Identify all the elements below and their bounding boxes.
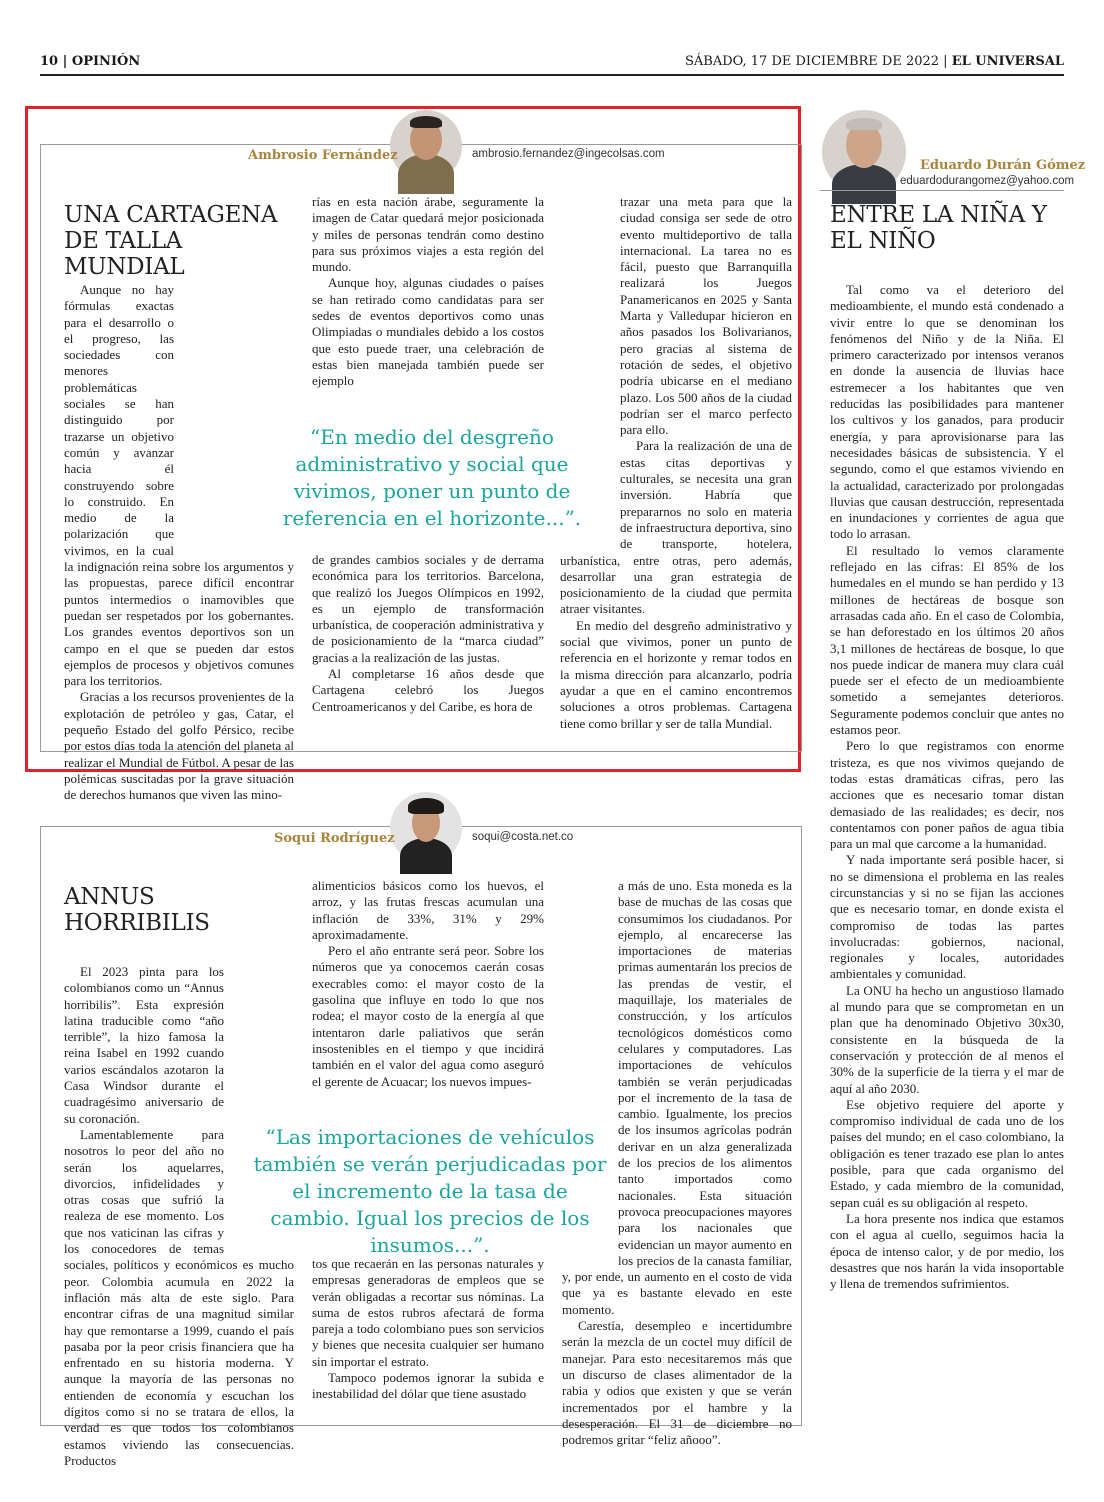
article-column: Tal como va el deterioro del medioambiente, el mundo está condenado a vivir entre lo que se denominan los fenómenos del Niño y de la Niña. El primero caracterizado por intensos veranos en donde la ausencia de lluvias hace estremecer a los habitantes que ven reducidas las posibilidades para mantener los cultivos y los ganados, para producir energía, y para aprovisionarse para las necesidades básicas de subsistencia. Y el segundo, como el que estamos viviendo en la actualidad, caracterizado por prolongadas lluvias que causan destrucción, representada en inundaciones y corrientes de agua que todo lo arrasan. El resultado lo vemos claramente reflejado en las cifras: El 85% de los humedales en el mundo se han perdido y 13 millones de hectáreas de bosque son arrasadas cada año. En el caso de Colombia, se han deforestado en los últimos 20 años 3,1 millones de hectáreas de bosque, lo que nos puede indicar de manera muy clara cuál puede ser el efecto de un medioambiente sometido a semejantes deterioros. Seguramente podemos concluir que antes no estamos peor. Pero lo que registramos con enorme tristeza, es que nos vivimos quejando de todas estas dramáticas cifras, pero las acciones que es necesario tomar distan demasiado de las realidades; es decir, nos contentamos con poner paños de agua tibia para un mal que carcome a la humanidad. Y nada importante será posible hacer, si no se dimensiona el problema en las reales circunstancias y si no se fijan las acciones que es necesario tomar, en donde exista el compromiso de todas las partes involucradas: gobiernos, nacional, regionales y locales, autoridades ambientales y comunidad. La ONU ha hecho un angustioso llamado al mundo para que se comprometan en un plan que ha denominado Objetivo 30x30, consistente en la búsqueda de la conservación y protección de al menos el 30% de la superficie de la tierra y el mar de aquí al año 2030. Ese objetivo requiere del aporte y compromiso individual de cada uno de los países del mundo; en el caso colombiano, la obligación es tener trazado ese plan lo antes posible, para que cada organismo del Estado, y cada miembro de la comunidad, sepan cuál es su obligación al respeto. La hora presente nos indica que estamos con el agua al cuello, seguimos hacia la época de intenso calor, y de por medio, los desastres que nos harán la vida insoportable y llena de tremendos sufrimientos. — [830, 282, 1064, 1292]
article-column-2-bottom: de grandes cambios sociales y de derrama económica para los territorios. Barcelona, que realizó los Juegos Olímpicos en 1992, es un ejemplo de transformación urbanística, de cooperación administrativa y de posicionamiento de la “marca ciudad” gracias a la realización de las justas. Al completarse 16 años desde que Cartagena celebró los Juegos Centroamericanos y del Caribe, es hora de — [312, 552, 544, 714]
page-section: 10 | OPINIÓN — [40, 54, 141, 69]
article-column-3: a más de uno. Esta moneda es la base de muchas de las cosas que consumimos los ciudadanos. Por ejemplo, al encarecerse las importaciones de materias primas aumentarán los precios de las prendas de vestir, el maquillaje, los materiales de construcción, y los artículos tecnológicos domésticos como celulares y computadores. Las importaciones de vehículos también se verán perjudicadas por el incremento de la tasa de cambio. Igualmente, los precios de los insumos agrícolas podrán derivar en un alza generalizada de los precios de los alimentos tanto importados como nacionales. Esta situación provoca preocupaciones mayores para los nacionales que evidencian un mayor aumento en los precios de la canasta familiar, y, por ende, un aumento en el costo de vida que ya es bastante elevado en este momento. Carestía, desempleo e incertidumbre serán la mezcla de un coctel muy difícil de manejar. Para esto necesitaremos más que un discurso de clases alimentador de la rabia y odios que existen y que se verán incrementados por el hambre y la desesperación. El 31 de diciembre no podremos gritar “feliz añooo”. — [562, 878, 792, 1448]
article-column-3: trazar una meta para que la ciudad consiga ser sede de otro evento multideportivo de talla internacional. La tarea no es fácil, puesto que Barranquilla realizará los Juegos Panamericanos en 2025 y Santa Marta y Valledupar hicieron en años pasados los Bolivarianos, pero gracias al sistema de rotación de sedes, el objetivo podría ubicarse en el mediano plazo. Los 500 años de la ciudad podrían ser el marco perfecto para ello. Para la realización de una de estas citas deportivas y culturales, se necesita una gran inversión. Habría que prepararnos no solo en materia de infraestructura deportiva, sino de transporte, hotelera, urbanística, entre otras, pero además, desarrollar una gran estrategia de posicionamiento de la ciudad que permita atraer visitantes. En medio del desgreño administrativo y social que vivimos, poner un punto de referencia en el horizonte y remar todos en la misma dirección para alcanzarlo, podría ayudar a que en el camino encontremos soluciones a otros problemas. Cartagena tiene como brillar y ser de talla Mundial. — [560, 194, 792, 731]
article-column-2-bottom: tos que recaerán en las personas naturales y empresas generadoras de empleos que se verán obligadas a recortar sus nóminas. La suma de estos rubros afectará de forma pareja a todo colombiano pues son servicios y bienes que necesita cualquier ser humano sin importar el estrato. Tampoco podemos ignorar la subida e inestabilidad del dólar que tiene asustado — [312, 1256, 544, 1402]
author-photo — [822, 110, 906, 194]
page-header — [40, 52, 1064, 74]
author-photo — [390, 110, 462, 182]
author-email: eduardodurangomez@yahoo.com — [900, 175, 1075, 187]
author-name: Ambrosio Fernández — [248, 148, 398, 163]
article-title: ENTRE LA NIÑA Y EL NIÑO — [830, 202, 1047, 254]
author-name: Soqui Rodríguez — [274, 831, 395, 846]
article-title: UNA CARTAGENA DE TALLA MUNDIAL — [64, 202, 278, 280]
pull-quote: “En medio del desgreño administrativo y social que vivimos, poner un punto de referencia en el horizonte...”. — [282, 425, 582, 530]
page-date: SÁBADO, 17 DE DICIEMBRE DE 2022 | EL UNIVERSAL — [684, 54, 1064, 69]
article-column-1: El 2023 pinta para los colombianos como un “Annus horribilis”. Esta expresión latina traducible como “año terrible”, la hizo famosa la reina Isabel en 1992 cuando varios escándalos azotaron la Casa Windsor durante el cuadragésimo aniversario de su coronación. Lamentablemente para nosotros lo peor del año no serán los aquelarres, divorcios, infidelidades y otras cosas que sufrió la realeza de ese momento. Los que nos vaticinan las cifras y los conocedores de temas sociales, políticos y económicos es mucho peor. Colombia acumula en 2022 la inflación más alta de este siglo. Para encontrar cifras de una magnitud similar hay que remontarse a 1999, cuando el país pasaba por la peor crisis financiera que ha enfrentado en su historia moderna. Y aunque la mayoría de las personas no entienden de economía y escuchan los dígitos como si no se tratara de ellos, la verdad es que todos los colombianos estamos viviendo las consecuencias. Productos — [64, 964, 294, 1468]
newspaper-name: EL UNIVERSAL — [951, 54, 1064, 69]
author-photo — [390, 792, 462, 864]
article-column-2-top: alimenticios básicos como los huevos, el arroz, y las frutas frescas acumulan una inflación de 33%, 31% y 29% aproximadamente. Pero el año entrante será peor. Sobre los números que ya conocemos caerán cosas execrables como: el mayor costo de la gasolina que influye en todo lo que nos rodea; el mayor costo de la energía al que intentaron darle paliativos que serán insostenibles en el tiempo y que incidirá también en el valor del agua como aseguró el gerente de Acuacar; los nuevos impues- — [312, 878, 544, 1089]
author-email: soqui@costa.net.co — [472, 831, 574, 843]
author-name: Eduardo Durán Gómez — [920, 158, 1086, 173]
author-email: ambrosio.fernandez@ingecolsas.com — [472, 148, 665, 160]
article-column-1: Aunque no hay fórmulas exactas para el desarrollo o el progreso, las sociedades con menores problemáticas sociales se han distinguido por trazarse un objetivo común y avanzar hacia él construyendo sobre lo construido. En medio de la polarización que vivimos, en la cual la indignación reina sobre los argumentos y las propuestas, parece difícil encontrar puntos intermedios o inamovibles que puedan ser respetados por los gobernantes. Los grandes eventos deportivos son un campo en el que se pueden dar estos ejemplos de procesos y objetivos comunes para los territorios. Gracias a los recursos provenientes de la explotación de petróleo y gas, Catar, el pequeño Estado del golfo Pérsico, recibe por estos días toda la atención del planeta al realizar el Mundial de Fútbol. A pesar de las polémicas suscitadas por la grave situación de derechos humanos que viven las mino- — [64, 282, 294, 803]
article-column-2-top: rías en esta nación árabe, seguramente la imagen de Catar quedará mejor posicionada y miles de personas tendrán como destino para sus próximos viajes a esta región del mundo. Aunque hoy, algunas ciudades o países se han retirado como candidatas para ser sedes de eventos deportivos como unas Olimpiadas o mundiales debido a los costos que esto puede traer, una celebración de estas bien manejada también puede ser ejemplo — [312, 194, 544, 389]
article-title: ANNUS HORRIBILIS — [64, 884, 210, 936]
pull-quote: “Las importaciones de vehículos también se verán perjudicadas por el incremento de la tasa de cambio. Igual los precios de los insumos...”. — [253, 1125, 607, 1257]
